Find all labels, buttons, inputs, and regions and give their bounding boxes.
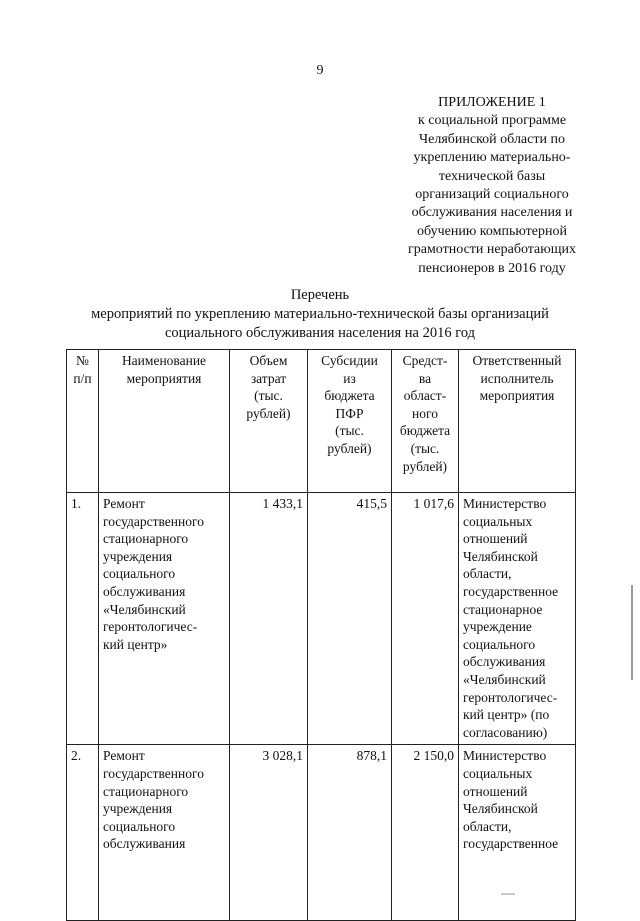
table-row bbox=[67, 745, 576, 921]
table-header-row bbox=[67, 350, 576, 493]
row-pfr-subsidy: 878,1 bbox=[308, 745, 392, 921]
row-cost: 3 028,1 bbox=[230, 745, 308, 921]
appendix-line: обслуживания населения и bbox=[411, 205, 573, 221]
row-index: 2. bbox=[67, 745, 99, 921]
appendix-line: пенсионеров в 2016 году bbox=[418, 260, 566, 276]
row-regional-budget: 1 017,6 bbox=[392, 493, 459, 745]
title-line: мероприятий по укреплению материально-технической базы организаций bbox=[91, 306, 549, 322]
header-cost: Объем затрат (тыс. рублей) bbox=[230, 350, 308, 493]
appendix-line: обучению компьютерной bbox=[417, 223, 567, 239]
row-executor: Министерство социальных отношений Челябинской области, государственное стационарное учреждение социального обслуживания «Челябинский геронтологичес- кий центр» (по согласованию) bbox=[459, 493, 576, 745]
header-executor: Ответственный исполнитель мероприятия bbox=[459, 350, 576, 493]
appendix-heading: ПРИЛОЖЕНИЕ 1 bbox=[438, 95, 546, 110]
title-line: Перечень bbox=[290, 287, 350, 303]
row-cost: 1 433,1 bbox=[230, 493, 308, 745]
scan-artifact bbox=[501, 893, 515, 895]
appendix-line: организаций социального bbox=[415, 187, 569, 203]
header-regional-budget: Средст- ва област- ного бюджета (тыс. рублей) bbox=[392, 350, 459, 493]
row-measure-name: Ремонт государственного стационарного учреждения социального обслуживания «Челябинский геронтологичес- кий центр» bbox=[99, 493, 230, 745]
title-line: социального обслуживания населения на 2016 год bbox=[164, 325, 476, 341]
scan-edge-mark bbox=[631, 585, 633, 680]
row-regional-budget: 2 150,0 bbox=[392, 745, 459, 921]
header-name: Наименование мероприятия bbox=[99, 350, 230, 493]
appendix-line: Челябинской области по bbox=[419, 131, 565, 147]
appendix-line: укреплению материально- bbox=[413, 150, 571, 166]
measures-table bbox=[66, 349, 576, 921]
appendix-line: технической базы bbox=[438, 168, 546, 184]
document-title bbox=[0, 286, 640, 343]
appendix-block bbox=[392, 94, 592, 278]
page-number: 9 bbox=[316, 63, 324, 78]
row-pfr-subsidy: 415,5 bbox=[308, 493, 392, 745]
header-pfr-subsidy: Субсидии из бюджета ПФР (тыс. рублей) bbox=[308, 350, 392, 493]
appendix-line: грамотности неработающих bbox=[407, 242, 576, 258]
table-row bbox=[67, 493, 576, 745]
row-measure-name: Ремонт государственного стационарного учреждения социального обслуживания bbox=[99, 745, 230, 921]
row-index: 1. bbox=[67, 493, 99, 745]
header-index: № п/п bbox=[67, 350, 99, 493]
row-executor: Министерство социальных отношений Челябинской области, государственное bbox=[459, 745, 576, 921]
appendix-line: к социальной программе bbox=[417, 113, 567, 129]
